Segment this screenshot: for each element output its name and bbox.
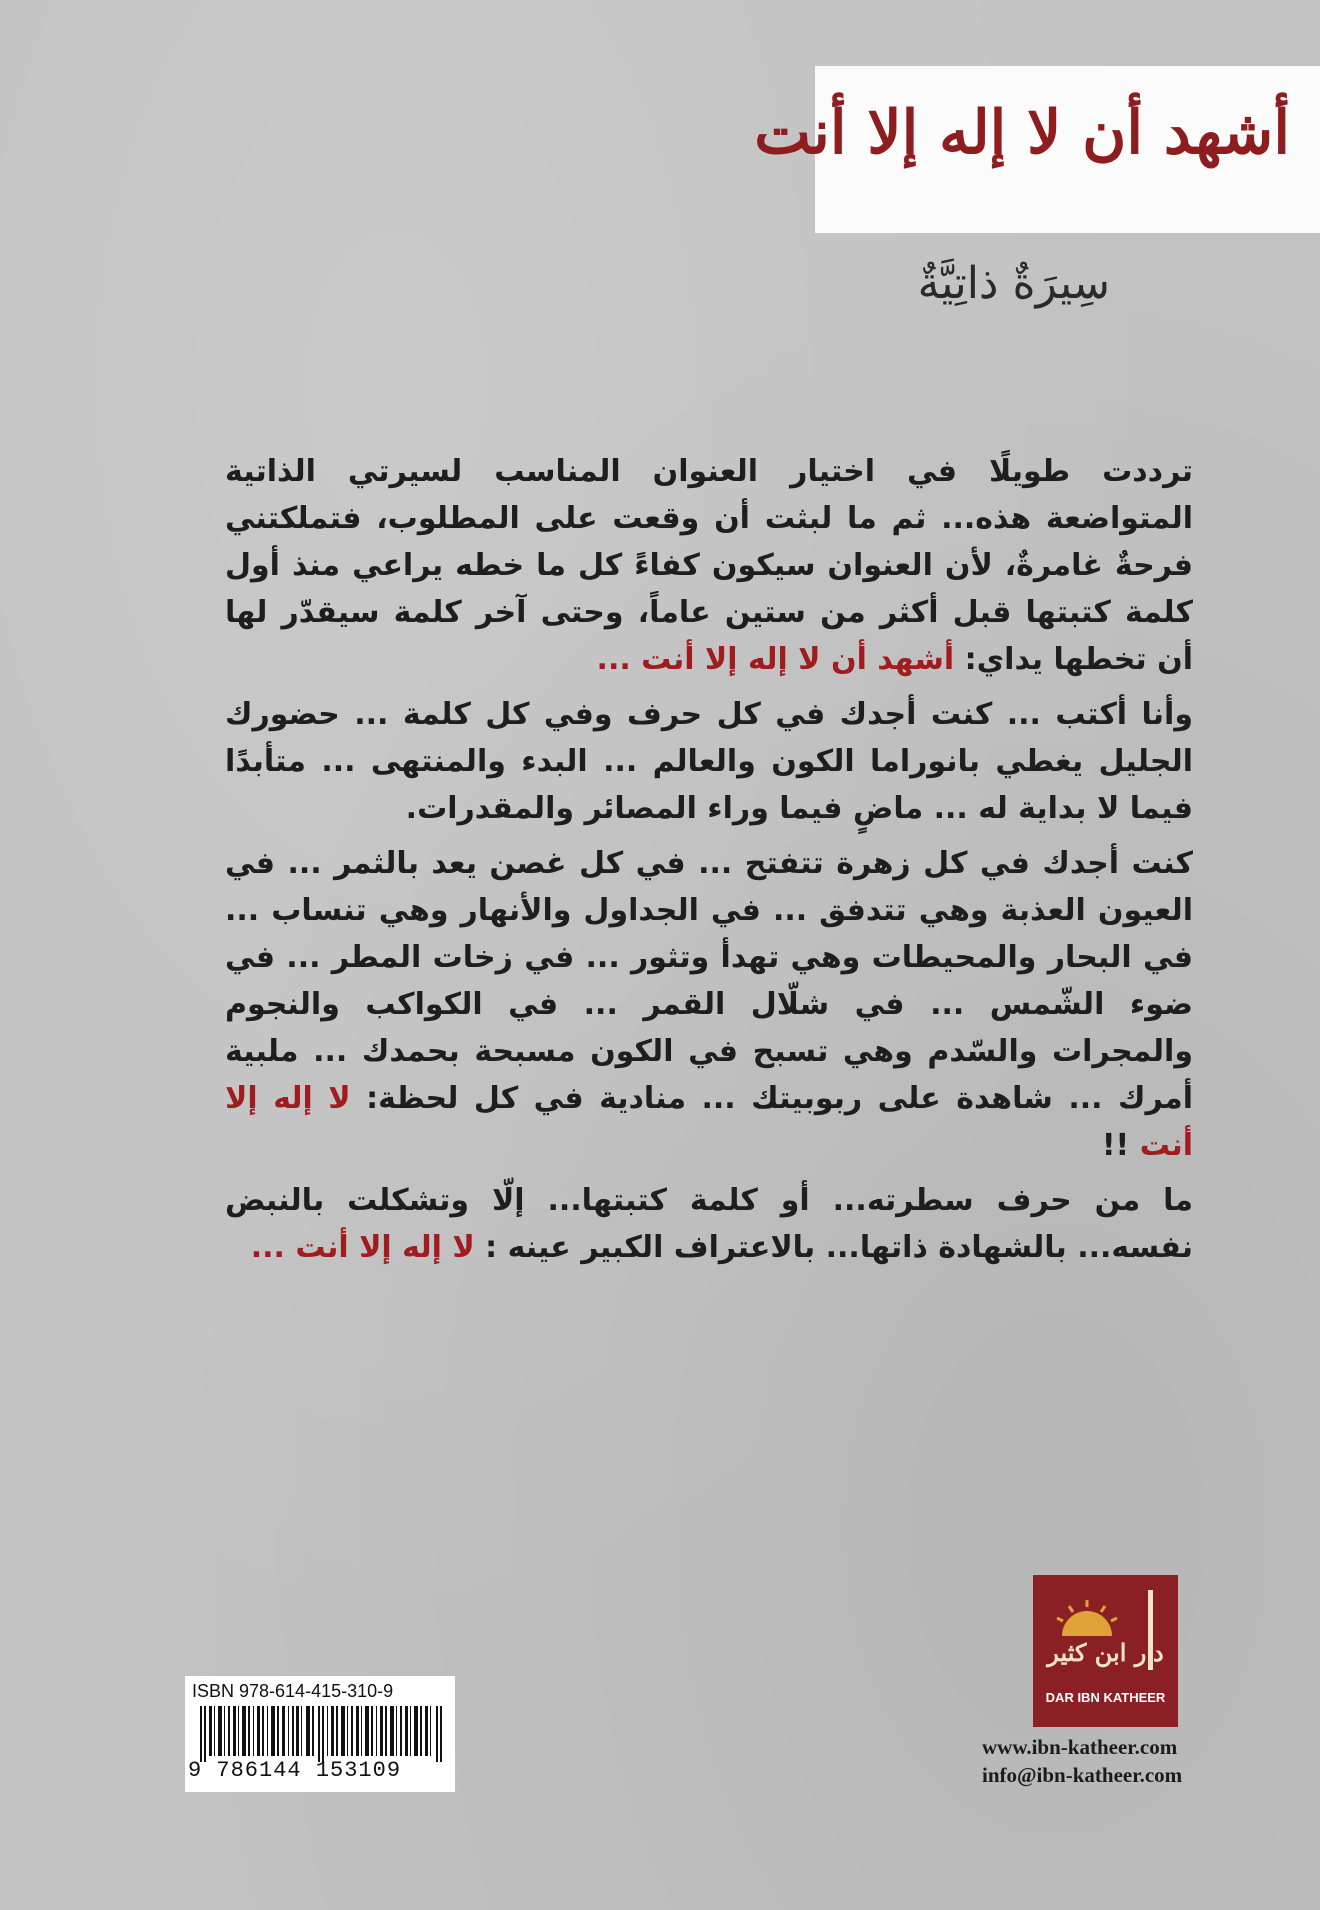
blurb-text [225, 448, 1193, 1279]
paragraph-text: وأنا أكتب ... كنت أجدك في كل حرف وفي كل كلمة ... حضورك الجليل يغطي بانوراما الكون والعالم ... البدء والمنتهى ... متأبدًا فيما لا بداية له ... ماضٍ فيما وراء المصائر والمقدرات. [225, 697, 1193, 826]
paragraph-text: ما من حرف سطرته... أو كلمة كتبتها... إلّا وتشكلت بالنبض نفسه... بالشهادة ذاتها... بالاعتراف الكبير عينه : [225, 1183, 1193, 1265]
title-banner [754, 66, 1320, 233]
publisher-name-arabic: دار ابن كثير [1047, 1638, 1164, 1667]
isbn-label: ISBN 978-614-415-310-9 [192, 1681, 394, 1701]
paragraph-tail: !! [1101, 1128, 1130, 1163]
highlighted-phrase: لا إله إلا أنت [225, 1081, 1193, 1163]
isbn-digits: 9 786144 153109 [188, 1758, 402, 1783]
book-title: أشهد أن لا إله إلا أنت [754, 98, 1290, 168]
blurb-paragraph-4 [225, 1177, 1193, 1271]
barcode-icon [200, 1706, 444, 1762]
paragraph-text: ترددت طويلًا في اختيار العنوان المناسب لسيرتي الذاتية المتواضعة هذه... ثم ما لبثت أن وقعت على المطلوب، فتملكتني فرحةٌ غامرةٌ، لأن العنوان سيكون كفاءً كل ما خطه يراعي منذ أول كلمة كتبتها قبل أكثر من ستين عاماً، وحتى آخر كلمة سيقدّر لها أن تخطها يداي: [225, 454, 1193, 677]
highlighted-phrase: لا إله إلا أنت ... [250, 1230, 475, 1265]
book-subtitle: سِيرَةٌ ذاتِيَّةٌ [917, 258, 1110, 309]
blurb-paragraph-1 [225, 448, 1193, 683]
publisher-name-english: DAR IBN KATHEER [1045, 1690, 1166, 1705]
blurb-paragraph-3 [225, 840, 1193, 1169]
publisher-website: www.ibn-katheer.com [982, 1735, 1178, 1759]
highlighted-phrase: أشهد أن لا إله إلا أنت ... [596, 642, 955, 677]
blurb-paragraph-2 [225, 691, 1193, 832]
publisher-email: info@ibn-katheer.com [982, 1763, 1183, 1787]
paragraph-text: كنت أجدك في كل زهرة تتفتح ... في كل غصن يعد بالثمر ... في العيون العذبة وهي تتدفق ... في الجداول والأنهار وهي تنساب ... في البحار والمحيطات وهي تهدأ وتثور ... في زخات المطر ... في ضوء الشّمس ... في شلّال القمر ... في الكواكب والنجوم والمجرات والسّدم وهي تسبح في الكون مسبحة بحمدك ... ملبية أمرك ... شاهدة على ربوبيتك ... منادية في كل لحظة: [225, 846, 1193, 1116]
sun-icon [1052, 1598, 1122, 1638]
